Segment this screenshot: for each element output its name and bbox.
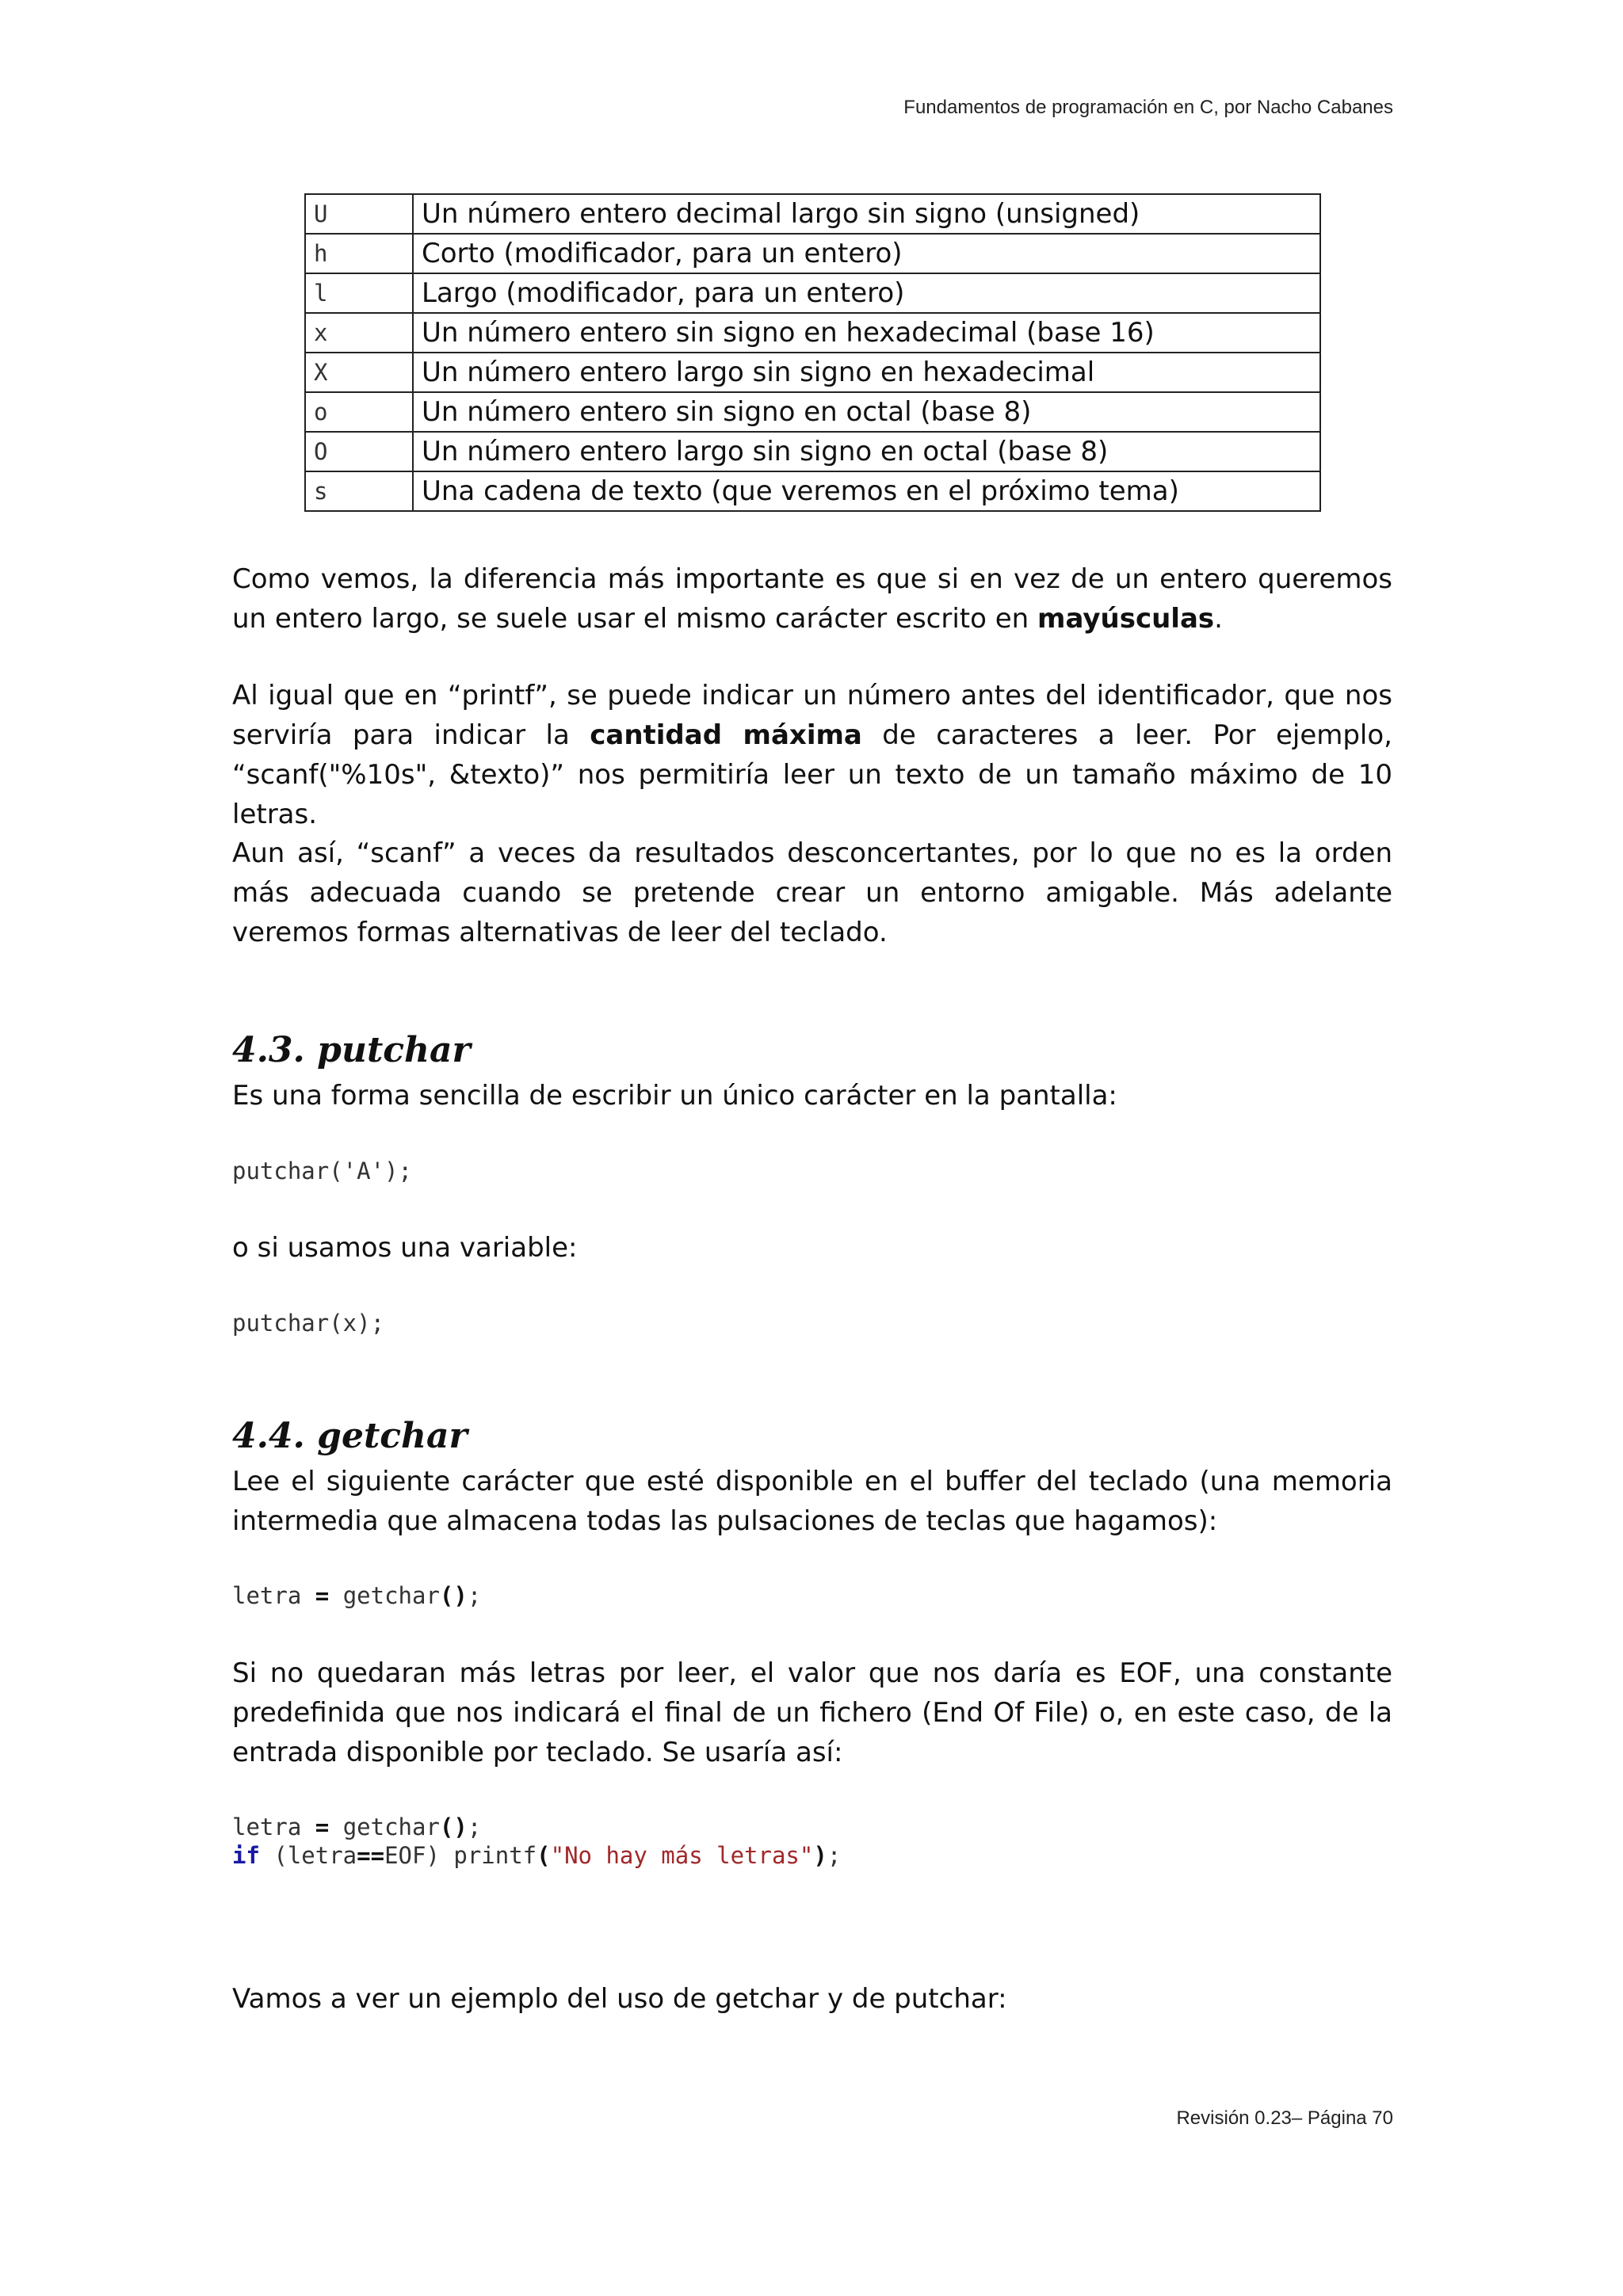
paragraph-text: de caracteres a leer. Por ejemplo, “scanf("%10s", &texto)” nos permitiría leer un texto de un tamaño máximo de 10 letras. <box>232 719 1392 830</box>
paragraph-uppercase-note <box>232 559 1392 639</box>
specifier-cell: o <box>305 392 413 432</box>
description-cell: Largo (modificador, para un entero) <box>413 273 1320 313</box>
emphasis-text: mayúsculas <box>1037 603 1215 635</box>
specifier-cell: x <box>305 313 413 353</box>
section-heading-putchar: 4.3. putchar <box>232 1030 471 1070</box>
table-row <box>305 273 1320 313</box>
table-row <box>305 313 1320 353</box>
code-token: = <box>315 1814 330 1840</box>
code-token: getchar <box>329 1814 440 1840</box>
code-token: ) printf <box>426 1842 537 1869</box>
code-token: () <box>439 1582 468 1609</box>
table-row <box>305 194 1320 234</box>
paragraph-max-width <box>232 676 1392 834</box>
code-token: ( <box>537 1842 551 1869</box>
specifier-cell: U <box>305 194 413 234</box>
example-intro: Vamos a ver un ejemplo del uso de getchar y de putchar: <box>232 1983 1007 2015</box>
paragraph-text: Al igual que en “printf”, se puede indicar un número antes del identificador, que nos serviría para indicar la <box>232 680 1392 751</box>
code-snippet-putchar-literal: putchar('A'); <box>232 1158 412 1184</box>
description-cell: Un número entero sin signo en hexadecimal (base 16) <box>413 313 1320 353</box>
specifier-cell: X <box>305 353 413 392</box>
code-token: () <box>439 1814 468 1840</box>
table-row <box>305 353 1320 392</box>
description-cell: Un número entero sin signo en octal (base 8) <box>413 392 1320 432</box>
paragraph-scanf-warning: Aun así, “scanf” a veces da resultados desconcertantes, por lo que no es la orden más adecuada cuando se pretende crear un entorno amigable. Más adelante veremos formas alternativas de leer del teclado. <box>232 837 1392 948</box>
paragraph-text: Como vemos, la diferencia más importante es que si en vez de un entero queremos un entero largo, se suele usar el mismo carácter escrito en <box>232 563 1392 635</box>
section-heading-getchar: 4.4. getchar <box>232 1416 468 1456</box>
code-token: getchar <box>329 1582 440 1609</box>
description-cell: Un número entero largo sin signo en octal (base 8) <box>413 432 1320 471</box>
putchar-intro: Es una forma sencilla de escribir un único carácter en la pantalla: <box>232 1080 1117 1112</box>
description-cell: Una cadena de texto (que veremos en el próximo tema) <box>413 471 1320 511</box>
putchar-variable-intro: o si usamos una variable: <box>232 1232 578 1264</box>
paragraph-text: . <box>1214 603 1223 635</box>
code-token: (letra <box>259 1842 357 1869</box>
code-token: ; <box>467 1582 482 1609</box>
page-footer: Revisión 0.23– Página 70 <box>1176 2107 1393 2129</box>
emphasis-text: cantidad máxima <box>590 719 862 751</box>
table-row <box>305 471 1320 511</box>
specifier-cell: O <box>305 432 413 471</box>
table-row <box>305 432 1320 471</box>
specifier-cell: h <box>305 234 413 273</box>
eof-explanation: Si no quedaran más letras por leer, el valor que nos daría es EOF, una constante predefinida que nos indicará el final de un fichero (End Of File) o, en este caso, de la entrada disponible por teclado. Se usaría así: <box>232 1657 1392 1768</box>
code-snippet-eof-check <box>232 1813 1392 1870</box>
code-string: "No hay más letras" <box>550 1842 814 1869</box>
code-token: ; <box>827 1842 842 1869</box>
table-row <box>305 392 1320 432</box>
description-cell: Corto (modificador, para un entero) <box>413 234 1320 273</box>
format-specifier-table <box>304 193 1321 512</box>
code-keyword: if <box>232 1842 260 1869</box>
code-token: == <box>357 1842 385 1869</box>
code-token: EOF <box>384 1842 426 1869</box>
running-header: Fundamentos de programación en C, por Nacho Cabanes <box>903 97 1393 118</box>
getchar-intro: Lee el siguiente carácter que esté disponible en el buffer del teclado (una memoria intermedia que almacena todas las pulsaciones de teclas que hagamos): <box>232 1466 1392 1537</box>
code-snippet-getchar <box>232 1581 1392 1610</box>
description-cell: Un número entero decimal largo sin signo (unsigned) <box>413 194 1320 234</box>
code-token: letra <box>232 1814 315 1840</box>
code-snippet-putchar-variable: putchar(x); <box>232 1310 385 1337</box>
description-cell: Un número entero largo sin signo en hexadecimal <box>413 353 1320 392</box>
code-token: ) <box>813 1842 827 1869</box>
specifier-cell: s <box>305 471 413 511</box>
code-token: ; <box>467 1814 482 1840</box>
specifier-cell: l <box>305 273 413 313</box>
code-token: = <box>315 1582 330 1609</box>
table-row <box>305 234 1320 273</box>
code-token: letra <box>232 1582 315 1609</box>
